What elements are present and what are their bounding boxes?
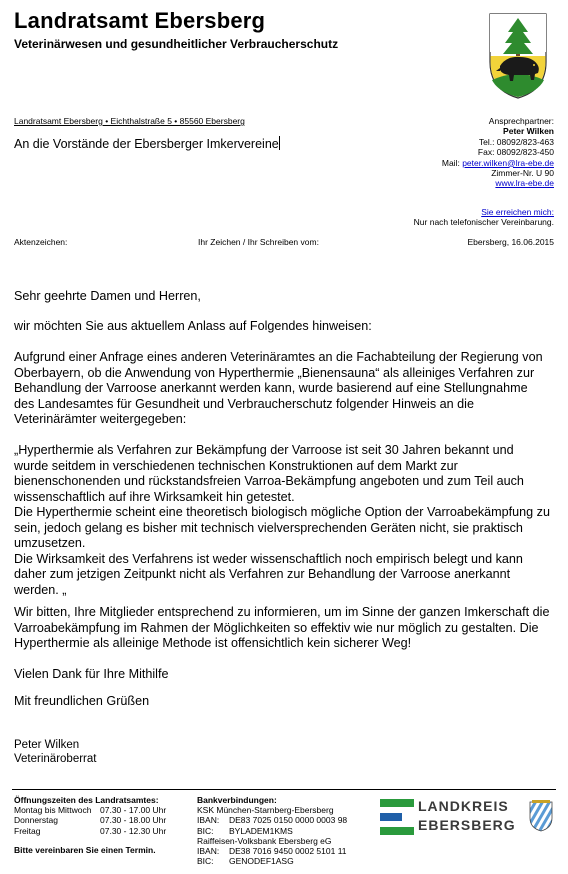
hours-time: 07.30 - 12.30 Uhr	[100, 825, 167, 836]
hours-day: Donnerstag	[14, 815, 58, 826]
bank2-table	[197, 846, 347, 866]
table-row	[14, 805, 166, 815]
quote-paragraph-2: Die Hyperthermie scheint eine theoretisch biologisch mögliche Option der Varroabekämpfung zu sein, jedoch gelang es bisher mit technisch vielversprechenden Geräten nicht, sie praktisch umzusetzen.	[14, 505, 550, 550]
appointment-note: Bitte vereinbaren Sie einen Termin.	[14, 844, 156, 855]
hours-day: Montag bis Mittwoch	[14, 805, 92, 816]
bank1-table	[197, 815, 347, 835]
authority-title: Landratsamt Ebersberg	[14, 8, 266, 33]
bank-heading: Bankverbindungen:	[197, 795, 277, 805]
letter-paragraph-1: Aufgrund einer Anfrage eines anderen Veterinäramtes an die Fachabteilung der Regierung von Oberbayern, ob die Anwendung von Hyperthermie „Bienensauna“ als alleiniges Verfahren zur Behandlung der Varroose anerkannt werden kann, wurde basierend auf eine Stellungnahme des Landesamtes für Gesundheit und Verbraucherschutz folgender Hinweis an die Veterinärämter weitergegeben:	[14, 350, 543, 426]
landkreis-logo	[380, 797, 556, 837]
letter-intro: wir möchten Sie aus aktuellem Anlass auf Folgendes hinweisen:	[14, 319, 372, 333]
landkreis-logo-icon	[380, 799, 414, 835]
opening-hours-table	[14, 805, 166, 836]
logo-line-2: EBERSBERG	[418, 817, 516, 833]
table-row	[197, 856, 347, 866]
hours-time: 07.30 - 17.00 Uhr	[100, 805, 167, 816]
bank-details	[197, 795, 347, 866]
table-row	[197, 826, 347, 836]
coat-of-arms-icon	[486, 10, 550, 100]
recipient-text: An die Vorstände der Ebersberger Imkervereine	[14, 137, 279, 151]
hours-time: 07.30 - 18.00 Uhr	[100, 815, 167, 826]
contact-fax: Fax: 08092/823-450	[477, 147, 554, 158]
signature-block	[14, 738, 550, 766]
reachability-block	[414, 207, 554, 228]
opening-hours	[14, 795, 166, 855]
signer-title: Veterinäroberrat	[14, 753, 97, 765]
bank1-iban-label: IBAN:	[197, 815, 220, 826]
contact-web-link[interactable]: www.lra-ebe.de	[495, 178, 554, 189]
table-row	[14, 826, 166, 836]
contact-block	[442, 116, 554, 189]
contact-heading: Ansprechpartner:	[488, 116, 554, 126]
coat-of-arms	[486, 10, 550, 100]
bank2-name: Raiffeisen-Volksbank Ebersberg eG	[197, 835, 332, 846]
contact-tel: Tel.: 08092/823-463	[478, 136, 554, 147]
text-cursor	[279, 136, 280, 150]
place-date: Ebersberg, 16.06.2015	[467, 237, 554, 247]
bank1-bic: BYLADEM1KMS	[229, 825, 293, 836]
letter-paragraph-2: Wir bitten, Ihre Mitglieder entsprechend zu informieren, um im Sinne der ganzen Imkerschaft die Varroabekämpfung im Rahmen der Möglichkeiten so effektiv wie nur möglich zu gestalten. Die Hyperthermie als alleinige Methode ist offensichtlich kein sicherer Weg!	[14, 605, 550, 650]
table-row	[14, 815, 166, 825]
bavaria-crest-icon	[528, 800, 554, 832]
letter-thanks: Vielen Dank für Ihre Mithilfe	[14, 667, 169, 681]
aktenzeichen-label: Aktenzeichen:	[14, 237, 68, 247]
hours-day: Freitag	[14, 825, 41, 836]
ihr-zeichen-label: Ihr Zeichen / Ihr Schreiben vom:	[198, 237, 319, 247]
opening-hours-heading: Öffnungszeiten des Landratsamtes:	[14, 795, 159, 805]
reachability-label: Sie erreichen mich:	[481, 207, 554, 217]
table-row	[197, 815, 347, 825]
bank1-bic-label: BIC:	[197, 825, 214, 836]
contact-mail-row	[442, 158, 554, 168]
contact-room: Zimmer-Nr. U 90	[491, 168, 554, 179]
bank1-iban: DE83 7025 0150 0000 0003 98	[229, 815, 348, 826]
reachability-note: Nur nach telefonischer Vereinbarung.	[413, 217, 554, 228]
sender-address-line: Landratsamt Ebersberg • Eichthalstraße 5 • 85560 Ebersberg	[14, 116, 245, 126]
contact-mail-label: Mail:	[441, 157, 460, 168]
bank1-name: KSK München-Starnberg-Ebersberg	[197, 805, 334, 816]
bank2-bic-label: BIC:	[197, 856, 214, 867]
quote-paragraph-1: „Hyperthermie als Verfahren zur Bekämpfung der Varroose ist seit 30 Jahren bekannt und wurde seitdem in verschiedenen technischen Konstruktionen auf dem Markt zur bienenschonenden und rückstandsfreien Varroa-Bekämpfung angeboten und zum Teil auch wissenschaftlich auf ihre Wirksamkeit hin getestet.	[14, 443, 524, 504]
contact-name: Peter Wilken	[503, 126, 554, 137]
signer-name: Peter Wilken	[14, 739, 80, 751]
footer-divider	[12, 789, 556, 790]
recipient-address	[14, 136, 280, 151]
department-subtitle: Veterinärwesen und gesundheitlicher Verbraucherschutz	[14, 37, 339, 51]
contact-mail-link[interactable]: peter.wilken@lra-ebe.de	[462, 157, 554, 168]
letter-salutation: Sehr geehrte Damen und Herren,	[14, 289, 201, 303]
bank2-bic: GENODEF1ASG	[229, 856, 294, 867]
logo-line-1: LANDKREIS	[418, 798, 509, 814]
quote-paragraph-3: Die Wirksamkeit des Verfahrens ist weder wissenschaftlich noch empirisch belegt und kann daher zum jetzigen Zeitpunkt nicht als Verfahren zur Behandlung der Varroose anerkannt werden. „	[14, 551, 523, 597]
quote-block	[14, 443, 550, 598]
letter-closing: Mit freundlichen Grüßen	[14, 694, 150, 708]
bank2-iban: DE38 7016 9450 0002 5101 11	[229, 846, 347, 857]
bank2-iban-label: IBAN:	[197, 846, 220, 857]
table-row	[197, 846, 347, 856]
